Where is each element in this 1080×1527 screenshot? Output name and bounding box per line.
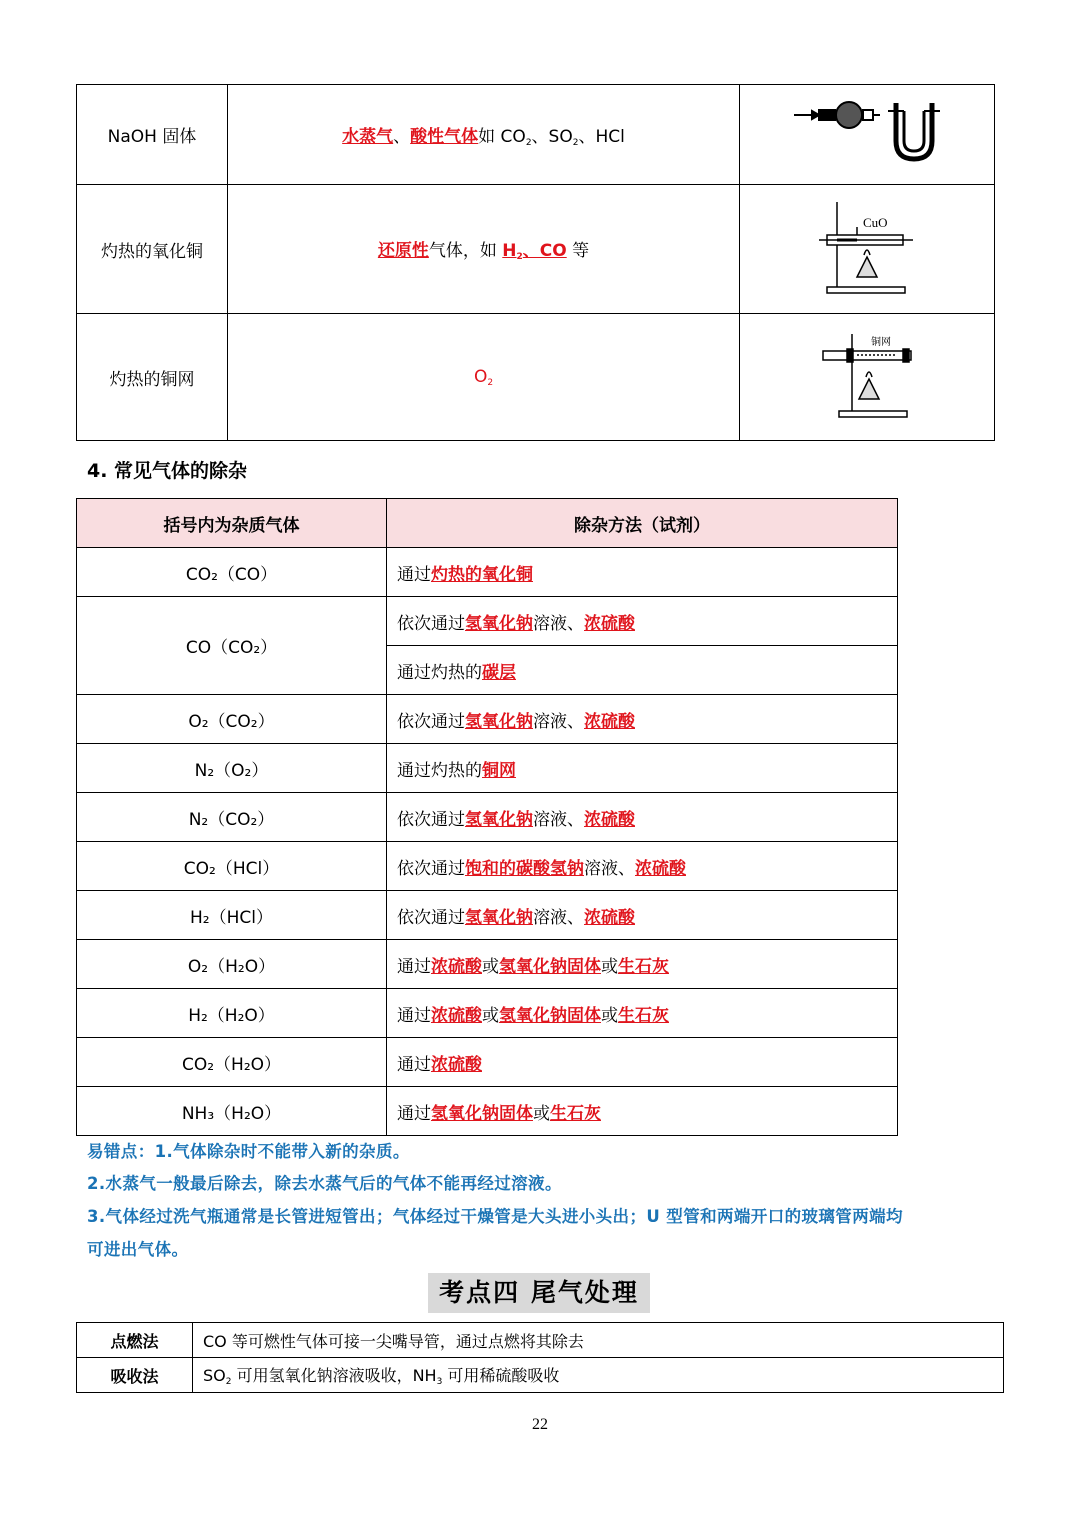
note-line: 2.水蒸气一般最后除去，除去水蒸气后的气体不能再经过溶液。 [87, 1174, 562, 1193]
table-row [77, 185, 995, 314]
gas-cell: CO₂（H₂O） [77, 1038, 387, 1087]
table-row [77, 891, 898, 940]
reagent-cell: 灼热的铜网 [77, 314, 228, 441]
section-heading: 4. 常见气体的除杂 [87, 460, 248, 482]
method-cell: 通过浓硫酸或氢氧化钠固体或生石灰 [387, 940, 898, 989]
heated-tube-cuo-icon [817, 197, 917, 297]
gas-cell: N₂（O₂） [77, 744, 387, 793]
note-line: 3.气体经过洗气瓶通常是长管进短管出；气体经过干燥管是大头进小头出；U 型管和两端开口的玻璃管两端均 [87, 1207, 903, 1226]
absorbs-cell: $O_2$ [228, 314, 740, 441]
table-row [77, 842, 898, 891]
header-row [77, 499, 898, 548]
page-number: 22 [532, 1416, 548, 1433]
method-cell: 通过灼热的碳层 [387, 646, 898, 695]
method-desc: $SO_2$ 可用氢氧化钠溶液吸收，$NH_3$ 可用稀硫酸吸收 [193, 1358, 1004, 1393]
drying-tube-u-tube-icon [792, 101, 942, 163]
absorbent-table [76, 84, 995, 441]
absorbs-cell: 还原性气体，如 $H_2$、CO 等 [228, 185, 740, 314]
method-cell: 通过浓硫酸 [387, 1038, 898, 1087]
heated-tube-copper-mesh-icon [817, 329, 917, 421]
gas-cell: CO₂（HCl） [77, 842, 387, 891]
method-cell: 通过灼热的氧化铜 [387, 548, 898, 597]
gas-cell: H₂（HCl） [77, 891, 387, 940]
method-cell: 通过浓硫酸或氢氧化钠固体或生石灰 [387, 989, 898, 1038]
table-row [77, 1038, 898, 1087]
method-desc: CO 等可燃性气体可接一尖嘴导管，通过点燃将其除去 [193, 1323, 1004, 1358]
cuo-label: CuO [863, 214, 888, 230]
table-row [77, 989, 898, 1038]
note-line: 易错点：1.气体除杂时不能带入新的杂质。 [87, 1142, 410, 1161]
table-row [77, 597, 898, 646]
table-row [77, 695, 898, 744]
table-row [77, 1087, 898, 1136]
table-row [77, 548, 898, 597]
method-cell: 依次通过饱和的碳酸氢钠溶液、浓硫酸 [387, 842, 898, 891]
table-row [77, 793, 898, 842]
tail-gas-table [76, 1322, 1004, 1393]
gas-cell: NH₃（H₂O） [77, 1087, 387, 1136]
gas-cell: O₂（CO₂） [77, 695, 387, 744]
table-row [77, 1358, 1004, 1393]
absorbs-cell: 水蒸气、酸性气体如 $CO_2$、$SO_2$、HCl [228, 85, 740, 185]
apparatus-cell [740, 314, 995, 441]
method-cell: 依次通过氢氧化钠溶液、浓硫酸 [387, 695, 898, 744]
table-row [77, 314, 995, 441]
method-name: 吸收法 [77, 1358, 193, 1393]
method-cell: 依次通过氢氧化钠溶液、浓硫酸 [387, 891, 898, 940]
method-name: 点燃法 [77, 1323, 193, 1358]
method-cell: 通过灼热的铜网 [387, 744, 898, 793]
table-row [77, 1323, 1004, 1358]
copper-mesh-label: 铜网 [871, 336, 891, 348]
apparatus-cell [740, 185, 995, 314]
reagent-cell: 灼热的氧化铜 [77, 185, 228, 314]
gas-cell: N₂（CO₂） [77, 793, 387, 842]
table-row [77, 85, 995, 185]
table-row [77, 744, 898, 793]
method-cell: 依次通过氢氧化钠溶液、浓硫酸 [387, 597, 898, 646]
apparatus-cell [740, 85, 995, 185]
gas-cell: CO（CO₂） [77, 597, 387, 695]
table-row [77, 940, 898, 989]
header-impurity: 括号内为杂质气体 [77, 499, 387, 548]
impurity-removal-table [76, 498, 898, 1136]
method-cell: 依次通过氢氧化钠溶液、浓硫酸 [387, 793, 898, 842]
section-title: 考点四 尾气处理 [428, 1273, 650, 1313]
header-method: 除杂方法（试剂） [387, 499, 898, 548]
gas-cell: CO₂（CO） [77, 548, 387, 597]
note-line: 可进出气体。 [87, 1240, 189, 1259]
gas-cell: H₂（H₂O） [77, 989, 387, 1038]
method-cell: 通过氢氧化钠固体或生石灰 [387, 1087, 898, 1136]
reagent-cell: NaOH 固体 [77, 85, 228, 185]
gas-cell: O₂（H₂O） [77, 940, 387, 989]
